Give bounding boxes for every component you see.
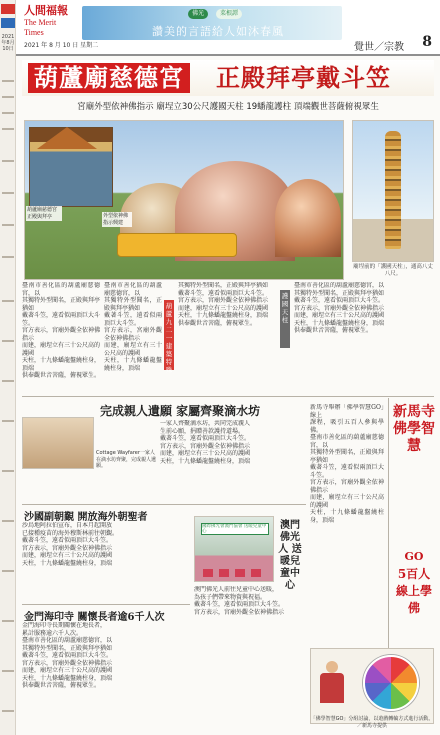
- singapore-story-photo[interactable]: [310, 648, 434, 724]
- banner-chip: 佛光: [188, 9, 208, 19]
- banner-slogan: 讚美的言語給人如沐春風: [152, 25, 284, 38]
- gift-box: [203, 569, 213, 577]
- photo-caption: 葫蘆廟慈德宮正殿與拜亭: [26, 206, 62, 221]
- article-title[interactable]: 完成親人遺願 家屬齊聚滴水坊: [100, 404, 261, 418]
- subhead-tag: 護國天柱: [280, 290, 290, 348]
- article-column: 臺南市善化區的葫蘆廟慈德宮，以 其獨特外型聞名，正殿與拜亭猶如 戴著斗笠，遠看似兩頂巨大斗笠。 宮方表示，宮廟外觀全依神佛指示 而建，廟埕立有三十公尺高的護國 天柱，十九條蟠龍盤繞柱身，頂端: [104, 282, 162, 372]
- boat-shape: [117, 233, 237, 257]
- article-title-part: 5百人線上學佛: [395, 567, 432, 615]
- tower-shape: [385, 131, 401, 249]
- article-body: 臺南市善化區的葫蘆廟慈德宮，以 其獨特外型聞名，正殿與拜亭猶如 戴著斗笠，遠看似兩頂巨大斗笠。 宮方表示，宮廟外觀全依神佛指示 而建，廟埕立有三十公尺高的護國 天柱，十九條蟠龍盤繞柱身，頂端 供奉觀世音菩薩，俯視眾生。: [22, 282, 100, 379]
- slogan-banner: [82, 6, 342, 40]
- presenter-figure: [317, 661, 347, 713]
- article-column: 金門海印寺長期關懷在地長者， 累計服務逾六千人次。 臺南市善化區的葫蘆廟慈德宮，以 其獨特外型聞名，正殿與拜亭猶如 戴著斗笠，遠看似兩頂巨大斗笠。 宮方表示，宮廟外觀全依神佛指示 而建，廟埕立有三十公尺高的護國 天柱，十九條蟠龍盤繞柱身，頂端 供奉觀世音菩薩，俯視眾生。: [22, 622, 113, 689]
- sidebar-tag[interactable]: [1, 18, 15, 28]
- water-story-photo[interactable]: [22, 417, 94, 469]
- logo-chinese: 人間福報: [24, 4, 68, 17]
- page-number: 8: [422, 34, 432, 50]
- article-column: [22, 282, 100, 392]
- dome-shape: [275, 179, 341, 257]
- section-divider: [22, 504, 306, 505]
- section-divider: [22, 604, 190, 605]
- masthead-rule: [16, 54, 440, 56]
- article-title[interactable]: 澳門佛光人 送暖兒童中心: [278, 520, 302, 591]
- section-name: 覺世／宗教: [354, 42, 404, 53]
- macau-story-photo[interactable]: [194, 516, 274, 582]
- subhead-tag: 葫蘆九二一 建築特殊: [165, 302, 173, 374]
- photo-caption: Cottage Wayfarer一家人在滴水坊齊聚，完成親人遺願。: [96, 450, 157, 469]
- newspaper-logo[interactable]: [24, 4, 70, 37]
- headline-part-a: 葫蘆廟慈德宮: [28, 63, 190, 93]
- article-column: 一家人齊聚滴水坊，共同完成親人 生前心願，捐贈善款護持道場。 戴著斗笠，遠看似兩頂巨大斗笠。 宮方表示，宮廟外觀全依神佛指示 而建，廟埕立有三十公尺高的護國 天柱，十九條蟠龍盤繞柱身，頂端: [160, 420, 251, 465]
- section-divider: [22, 396, 434, 397]
- gift-box: [235, 569, 245, 577]
- sidebar-tag[interactable]: [1, 4, 15, 14]
- lead-headline: [22, 60, 434, 96]
- dateline: 2021 年 8 月 10 日 星期二: [24, 42, 99, 49]
- article-column: 澳門佛光人前往兒童中心送暖， 為孩子們帶來物資與祝福。 戴著斗笠，遠看似兩頂巨大斗笠。 宮方表示，宮廟外觀全依神佛指示: [194, 586, 285, 616]
- lead-subhead: 宮廟外型依神佛指示 廟埕立30公尺護國天柱 19蟠龍護柱 頂端觀世菩薩俯視眾生: [77, 102, 379, 112]
- photo-caption: 外型依神佛指示興建: [102, 212, 132, 227]
- lead-photo[interactable]: [24, 120, 344, 280]
- sidebar-date: 2021年8月10日: [1, 34, 15, 52]
- pavilion-roof-shape: [37, 127, 97, 149]
- masthead: [16, 0, 440, 54]
- article-column: 沙烏地阿拉伯宣布，自本月起開放 已接種疫苗的海外穆斯林前往朝覲。 戴著斗笠，遠看似兩頂巨大斗笠。 宮方表示，宮廟外觀全依神佛指示 而建，廟埕立有三十公尺高的護國 天柱，十九條蟠龍盤繞柱身，頂端: [22, 522, 119, 567]
- gift-box: [219, 569, 229, 577]
- tower-photo[interactable]: [352, 120, 434, 262]
- column-divider: [388, 398, 389, 648]
- article-column: 臺南市善化區的葫蘆廟慈德宮，以 其獨特外型聞名，正殿與拜亭猶如 戴著斗笠，遠看似兩頂巨大斗笠。 宮方表示，宮廟外觀全依神佛指示 而建，廟埕立有三十公尺高的護國 天柱，十九條蟠龍盤繞柱身，頂端 供奉觀世音菩薩，俯視眾生。: [294, 282, 385, 334]
- game-wheel: [363, 655, 419, 711]
- article-title[interactable]: 沙國副朝覲 開放海外朝聖者: [24, 512, 148, 523]
- article-column: 其獨特外型聞名，正殿與拜亭猶如 戴著斗笠，遠看似兩頂巨大斗笠。 宮方表示，宮廟外觀全依神佛指示 而建，廟埕立有三十公尺高的護國 天柱，十九條蟠龍盤繞柱身，頂端 供奉觀世音菩薩，俯視眾生。: [178, 282, 269, 327]
- photo-banner: 國際佛光會澳門協會 送暖兒童中心: [201, 523, 269, 535]
- site-sidebar: [0, 0, 16, 735]
- article-title[interactable]: 金門海印寺 關懷長者逾6千人次: [24, 612, 165, 623]
- photo-caption: 廟埕前的「護國天柱」，通高八丈八尺。: [353, 264, 433, 277]
- logo-english: The Merit Times: [24, 18, 57, 37]
- article-title-part: GO: [404, 550, 424, 563]
- article-title[interactable]: 新馬寺佛學智慧: [393, 404, 435, 454]
- headline-part-b: 正殿拜亭戴斗笠: [216, 63, 391, 92]
- article-column: 新馬寺舉辦「佛學智慧GO」線上 課程，吸引五百人參與學佛。 臺南市善化區的葫蘆廟慈德宮，以 其獨特外型聞名，正殿與拜亭猶如 戴著斗笠，遠看似兩頂巨大斗笠。 宮方表示，宮廟外觀全依神佛指示 而建，廟埕立有三十公尺高的護國 天柱，十九條蟠龍盤繞柱身，頂端: [310, 404, 384, 524]
- banner-chip: 菜根譚: [216, 9, 242, 19]
- photo-caption: 「佛學智慧GO」分組討論，以遊戲轉輪方式進行活動。／新馬寺提供: [310, 716, 434, 729]
- gift-box: [251, 569, 261, 577]
